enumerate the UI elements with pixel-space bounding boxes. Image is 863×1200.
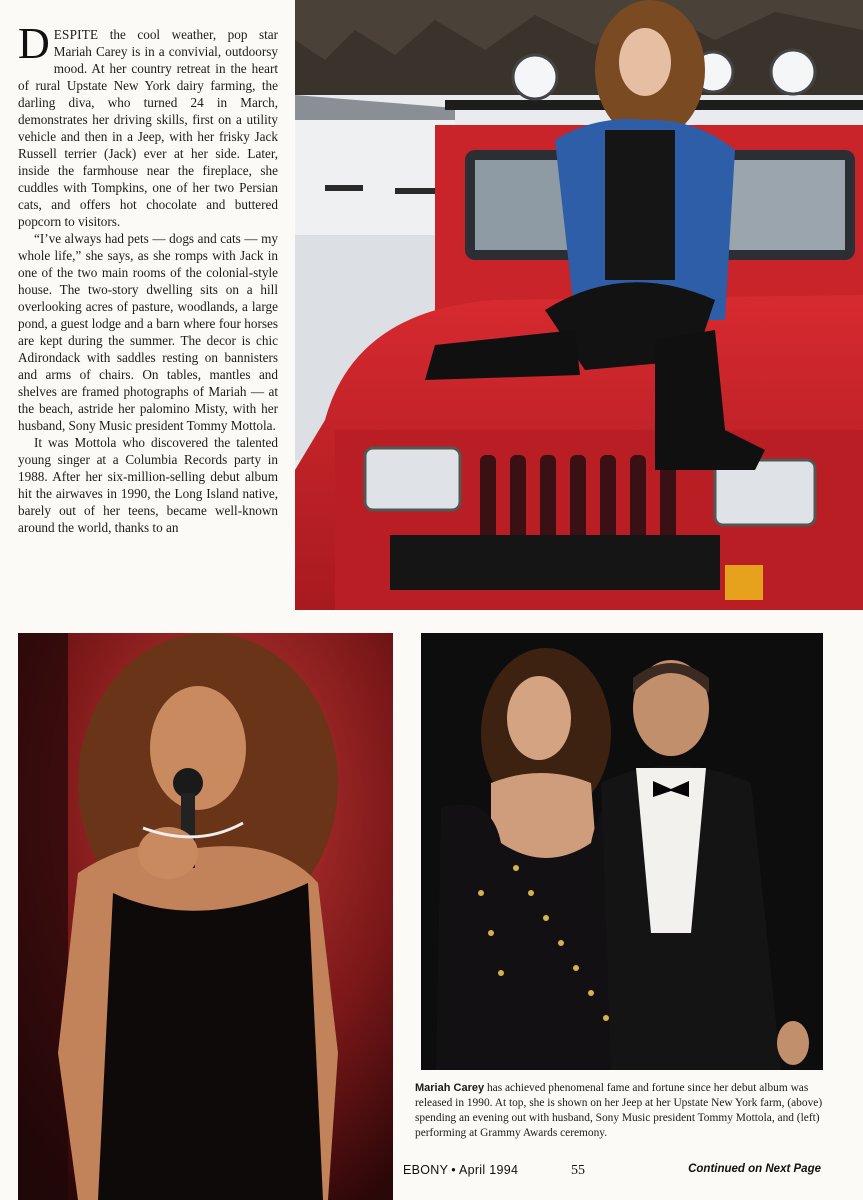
- photo-grammy-performance: [18, 633, 393, 1200]
- page-footer: [403, 1163, 823, 1181]
- page-number: 55: [571, 1163, 585, 1178]
- article-paragraph-text: the cool weather, pop star Mariah Carey is in a convivial, outdoorsy mood. At her country retreat in the heart of rural Upstate New York dairy farming, the darling diva, who turned 24 in March, demonstrates her driving skills, first on a utility vehicle and then in a Jeep, with her frisky Jack Russell terrier (Jack) ever at her side. Later, inside the farmhouse near the fireplace, she cuddles with Tompkins, one of her two Persian cats, and offers hot chocolate and buttered popcorn to visitors.: [18, 27, 278, 229]
- footer-issue: April 1994: [458, 1163, 519, 1177]
- photo-jeep-farm: [295, 0, 863, 610]
- article-paragraph: [18, 26, 278, 230]
- article-body: [18, 26, 278, 608]
- lead-in-text: ESPITE: [53, 27, 99, 42]
- article-paragraph: It was Mottola who discovered the talented young singer at a Columbia Records party in 1988. After her six-million-selling debut album hit the airwaves in 1990, the Long Island native, barely out of her teens, became well-known around the world, thanks to an: [18, 435, 278, 535]
- photo-caption: [415, 1081, 825, 1141]
- continued-notice: Continued on Next Page: [688, 1163, 821, 1175]
- footer-masthead: [403, 1163, 518, 1177]
- article-paragraph: “I’ve always had pets — dogs and cats — my whole life,” she says, as she romps with Jack in one of the two main rooms of the colonial-style house. The two-story dwelling sits on a hill overlooking acres of pasture, woodlands, a large pond, a guest lodge and a barn where four horses are kept during the summer. The decor is chic Adirondack with saddles resting on bannisters and arms of chairs. On tables, mantles and shelves are framed photographs of Mariah — at the beach, astride her palomino Misty, with her husband, Sony Music president Tommy Mottola.: [18, 231, 278, 433]
- caption-text: has achieved phenomenal fame and fortune since her debut album was released in 1990. At top, she is shown on her Jeep at her Upstate New York farm, (above) spending an evening out with husband, Sony Music president Tommy Mottola, and (left) performing at Grammy Awards ceremony.: [415, 1082, 823, 1139]
- footer-magazine: EBONY: [403, 1163, 449, 1177]
- photo-couple-evening: [421, 633, 823, 1070]
- caption-name: Mariah Carey: [415, 1082, 485, 1094]
- footer-separator: •: [451, 1163, 456, 1177]
- drop-cap: D: [18, 26, 50, 68]
